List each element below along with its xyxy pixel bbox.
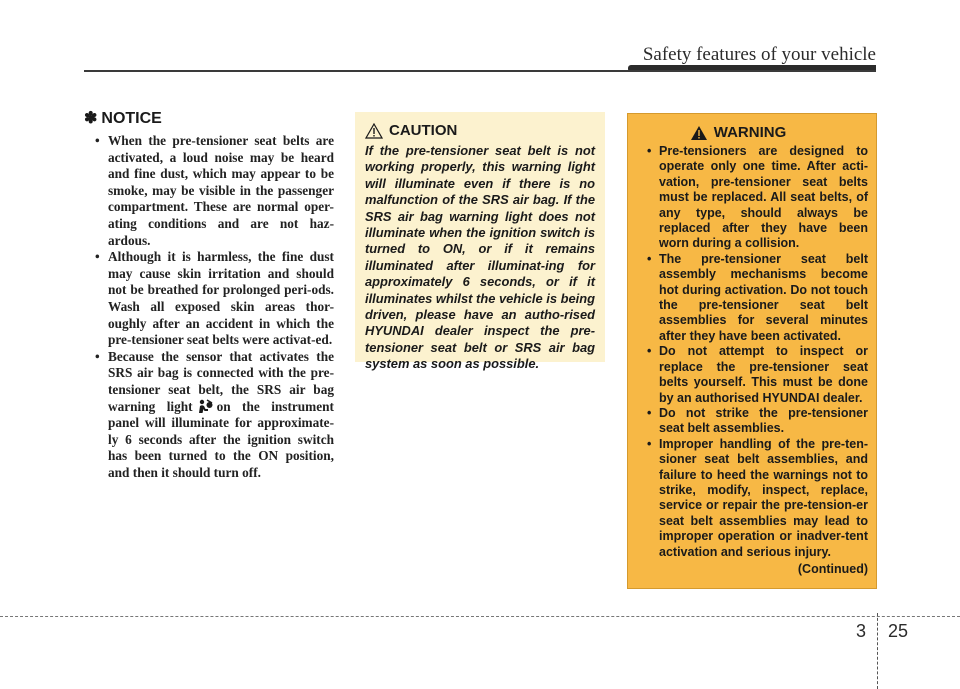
notice-item: • Because the sensor that activates the SRS air bag is connected with the pre-tensioner seat belt, the SRS air bag warning light on the instrument panel will illuminate for approximate-ly 6 seconds after the ignition switch has been turned to the ON position, and then it should turn off. bbox=[95, 348, 334, 480]
page-number-divider bbox=[877, 613, 878, 689]
warning-item-text: Pre-tensioners are designed to operate only one time. After acti-vation, pre-tensioner seat belts must be replaced. All seat belts, of any type, should always be replaced after they have been worn during a collision. bbox=[659, 144, 868, 251]
notice-item-text: Although it is harmless, the fine dust may cause skin irritation and should not be breathed for prolonged peri-ods. Wash all exposed skin areas thor-oughly after an accident in which the pre-tensioner seat belts were activat-ed. bbox=[108, 249, 334, 348]
warning-triangle-icon bbox=[690, 125, 708, 141]
header-rule bbox=[84, 70, 876, 72]
continued-label: (Continued) bbox=[797, 561, 868, 576]
chapter-number: 3 bbox=[856, 621, 867, 641]
notice-list bbox=[84, 133, 334, 481]
notice-item: • When the pre-tensioner seat belts are activated, a loud noise may be heard and fine dust, which may appear to be smoke, may be visible in the passenger compartment. These are normal oper-ating conditions and are not haz-ardous. bbox=[95, 133, 334, 248]
warning-item: • The pre-tensioner seat belt assembly mechanisms become hot during activation. Do not touch the pre-tensioner seat belt assemblies for several minutes after they have been activated. bbox=[647, 251, 868, 343]
warning-list bbox=[638, 144, 868, 560]
warning-item-text: Improper handling of the pre-ten-sioner seat belt assemblies, and failure to heed the warnings not to strike, modify, inspect, replace, service or repair the pre-tension-er seat belt assemblies may lead to improper operation or inadver-tent activation and serious injury. bbox=[659, 436, 868, 559]
notice-item: • Although it is harmless, the fine dust may cause skin irritation and should not be breathed for prolonged peri-ods. Wash all exposed skin areas thor-oughly after an accident in which the pre-tensioner seat belts were activat-ed. bbox=[95, 249, 334, 348]
footer-rule bbox=[0, 616, 960, 617]
notice-star-icon: ✽ bbox=[84, 110, 98, 127]
caution-triangle-icon bbox=[365, 123, 383, 139]
airbag-warning-icon bbox=[197, 399, 213, 414]
warning-box bbox=[627, 113, 877, 589]
warning-item-text: Do not strike the pre-tensioner seat belt assemblies. bbox=[659, 405, 868, 436]
page-header-title: Safety features of your vehicle bbox=[642, 44, 876, 65]
warning-item-text: The pre-tensioner seat belt assembly mechanisms become hot during activation. Do not touch the pre-tensioner seat belt assemblies for several minutes after they have been activated. bbox=[659, 251, 868, 343]
notice-title bbox=[84, 108, 334, 128]
caution-header bbox=[365, 122, 595, 139]
notice-title-text: NOTICE bbox=[101, 110, 162, 127]
notice-item-text: Because the sensor that activates the SRS air bag is connected with the pre-tensioner seat belt, the SRS air bag warning light bbox=[108, 348, 334, 414]
warning-header bbox=[638, 124, 868, 141]
warning-item: • Do not attempt to inspect or replace the pre-tensioner seat belts yourself. This must be done by an authorised HYUNDAI dealer. bbox=[647, 344, 868, 405]
caution-body: If the pre-tensioner seat belt is not working properly, this warning light will illuminate even if there is no malfunction of the SRS air bag. If the SRS air bag warning light does not illuminate when the ignition switch is turned to ON, or if it remains illuminated after illuminat-ing for approximately 6 seconds, or if it illuminates whilst the vehicle is being driven, please have an autho-rised HYUNDAI dealer inspect the pre-tensioner seat belt or SRS air bag system as soon as possible. bbox=[365, 143, 595, 372]
notice-item-text: When the pre-tensioner seat belts are activated, a loud noise may be heard and fine dust, which may appear to be smoke, may be visible in the passenger compartment. These are normal oper-ating conditions and are not haz-ardous. bbox=[108, 133, 334, 248]
caution-title: CAUTION bbox=[389, 122, 458, 139]
warning-item-text: Do not attempt to inspect or replace the pre-tensioner seat belts yourself. This must be done by an authorised HYUNDAI dealer. bbox=[659, 344, 868, 405]
warning-item: • Improper handling of the pre-ten-sioner seat belt assemblies, and failure to heed the warnings not to strike, modify, inspect, replace, service or repair the pre-tension-er seat belt assemblies may lead to improper operation or inadver-tent activation and serious injury. bbox=[647, 436, 868, 559]
warning-title: WARNING bbox=[713, 124, 787, 141]
page-number: 25 bbox=[888, 621, 909, 641]
warning-item: • Do not strike the pre-tensioner seat belt assemblies. bbox=[647, 405, 868, 436]
notice-item-text: on the instrument panel will illuminate for approximate-ly 6 seconds after the ignition switch has been turned to the ON position, and then it should turn off. bbox=[108, 398, 334, 480]
caution-box bbox=[355, 112, 605, 372]
warning-item: • Pre-tensioners are designed to operate only one time. After acti-vation, pre-tensioner seat belts must be replaced. All seat belts, of any type, should always be replaced after they have been worn during a collision. bbox=[647, 144, 868, 251]
notice-section bbox=[84, 108, 334, 481]
